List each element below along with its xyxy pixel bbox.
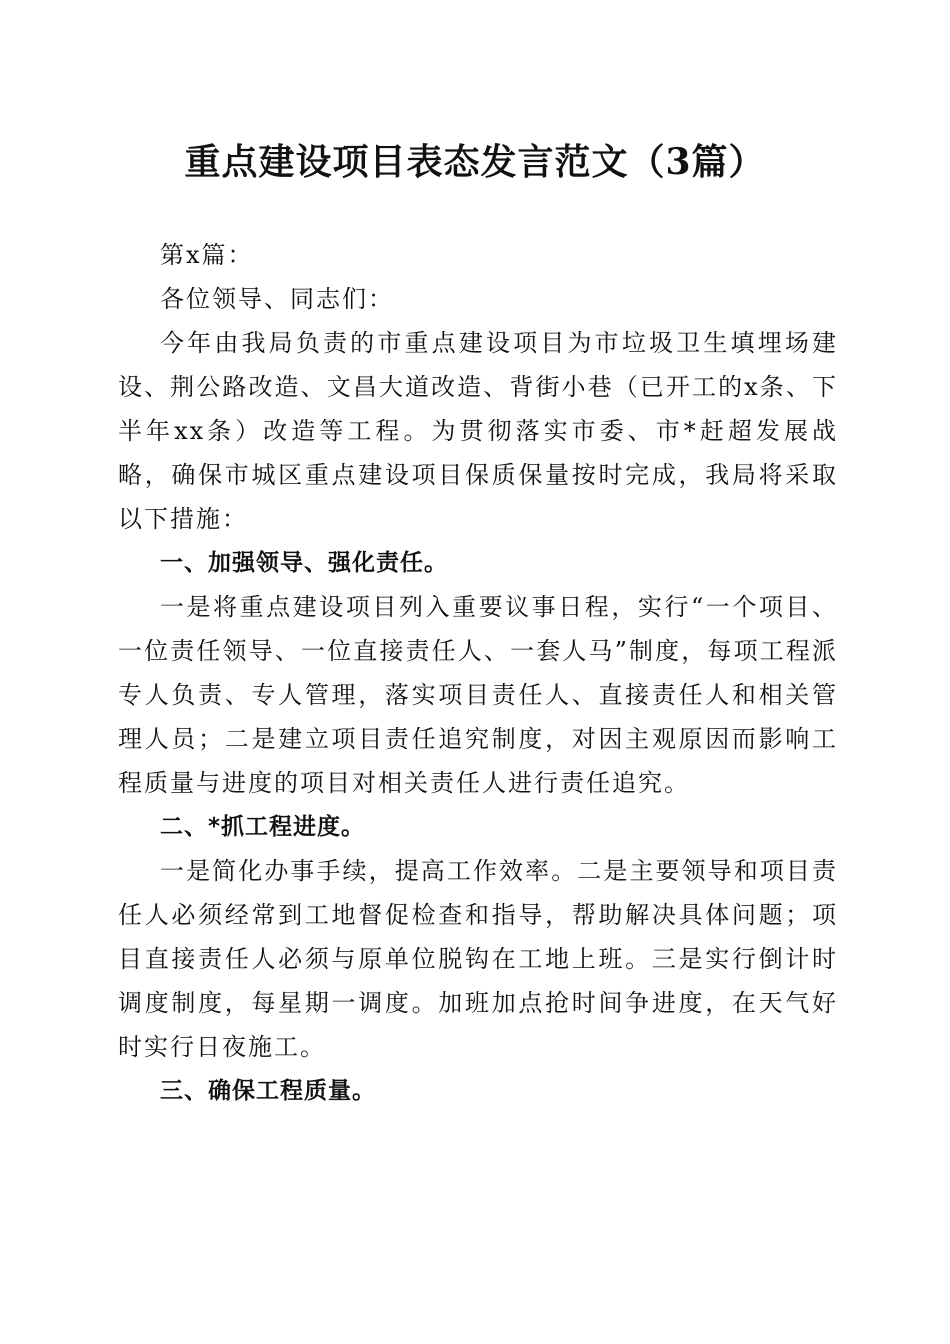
salutation: 各位领导、同志们： [160, 285, 394, 313]
paragraph-1: 一是将重点建设项目列入重要议事日程，实行“一个项目、一位责任领导、一位直接责任人、一套人马”制度，每项工程派专人负责、专人管理，落实项目责任人、直接责任人和相关管理人员；二是建立项目责任追究制度，对因主观原因而影响工程质量与进度的项目对相关责任人进行责任追究。 [118, 593, 838, 797]
paragraph-2: 一是简化办事手续，提高工作效率。二是主要领导和项目责任人必须经常到工地督促检查和指导，帮助解决具体问题；项目直接责任人必须与原单位脱钩在工地上班。三是实行倒计时调度制度，每星期一调度。加班加点抢时间争进度，在天气好时实行日夜施工。 [118, 857, 838, 1061]
document-body [118, 233, 838, 1113]
intro-paragraph: 今年由我局负责的市重点建设项目为市垃圾卫生填埋场建设、荆公路改造、文昌大道改造、背街小巷（已开工的x条、下半年xx条）改造等工程。为贯彻落实市委、市*赶超发展战略，确保市城区重点建设项目保质保量按时完成，我局将采取以下措施： [118, 329, 838, 533]
document-title: 重点建设项目表态发言范文（3篇） [184, 141, 766, 183]
heading-3: 三、确保工程质量。 [160, 1078, 376, 1104]
heading-2: 二、*抓工程进度。 [160, 814, 366, 840]
section-label: 第x篇： [160, 241, 254, 269]
heading-1: 一、加强领导、强化责任。 [160, 550, 448, 576]
